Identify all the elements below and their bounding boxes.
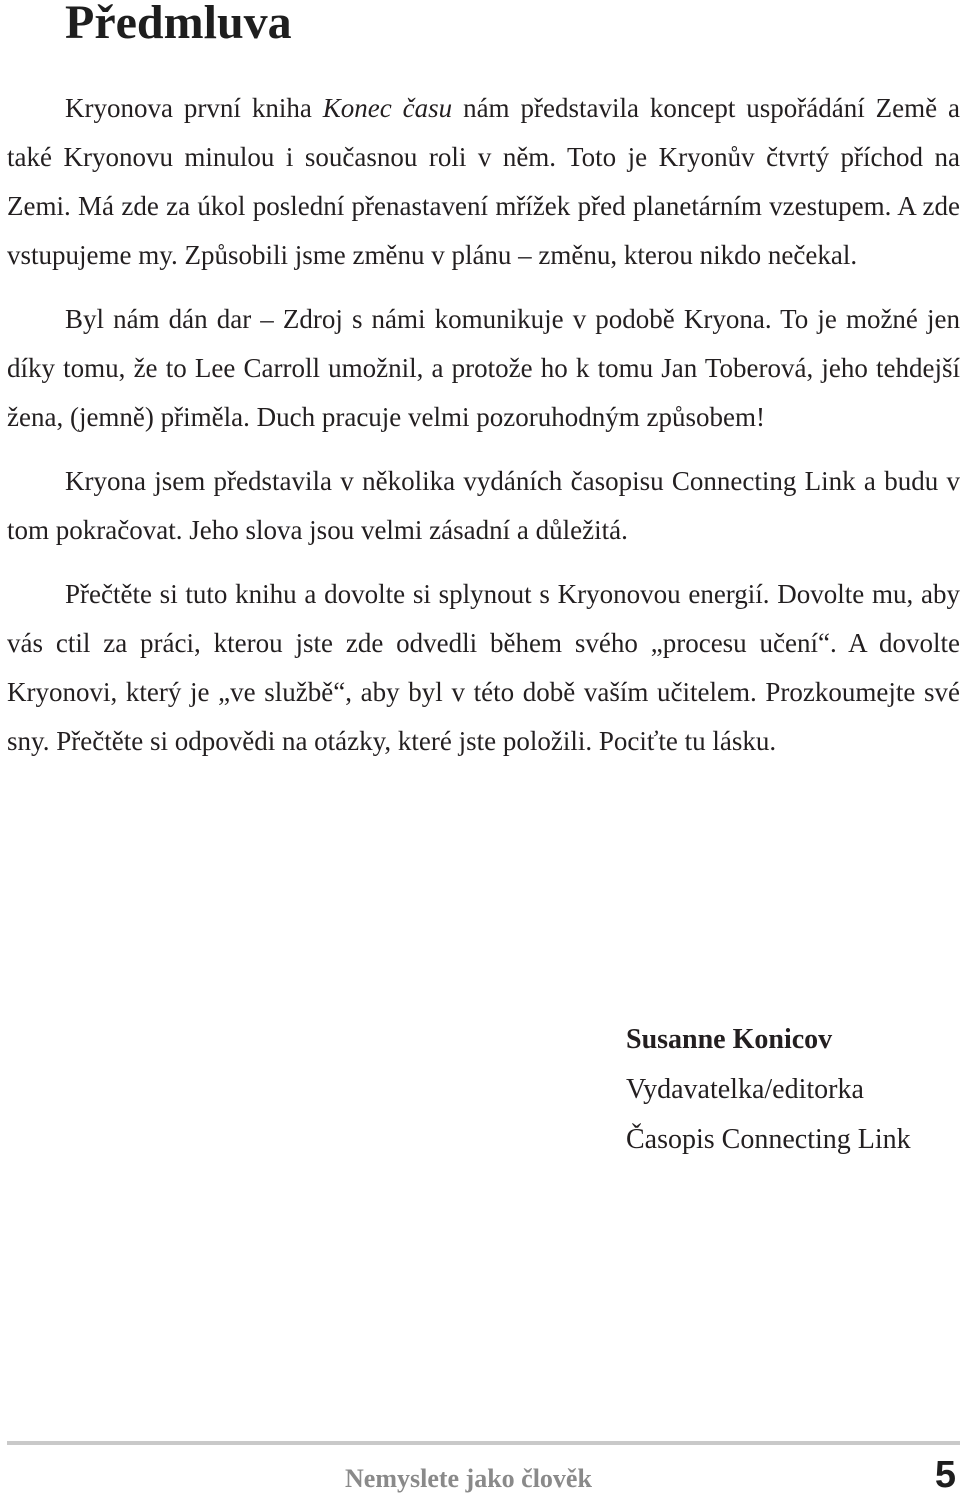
signature-name: Susanne Konicov	[626, 1024, 833, 1055]
paragraph-1-rest: nám představila koncept uspořádání Země a také Kryonovu minulou i současnou roli v něm. Toto je Kryonův čtvrtý příchod na Zemi. Má zde za úkol poslední přenastavení mřížek před planetárním vzestupem. A zde vstupujeme my. Způsobili jsme změnu v plánu – změnu, kterou nikdo nečekal.	[7, 93, 960, 270]
body-text	[7, 84, 960, 781]
page-title: Předmluva	[65, 0, 292, 49]
signature-role: Vydavatelka/editorka	[626, 1074, 864, 1105]
paragraph-4: Přečtěte si tuto knihu a dovolte si splynout s Kryonovou energií. Dovolte mu, aby vás ctil za práci, kterou jste zde odvedli během svého „procesu učení“. A dovolte Kryonovi, který je „ve službě“, aby byl v této době vaším učitelem. Prozkoumejte své sny. Přečtěte si odpovědi na otázky, které jste položili. Pociťte tu lásku.	[7, 579, 960, 756]
paragraph-2: Byl nám dán dar – Zdroj s námi komunikuje v podobě Kryona. To je možné jen díky tomu, že to Lee Carroll umožnil, a protože ho k tomu Jan Toberová, jeho tehdejší žena, (jemně) přiměla. Duch pracuje velmi pozoruhodným způsobem!	[7, 304, 960, 432]
footer-book-title: Nemyslete jako člověk	[345, 1464, 592, 1493]
paragraph-1-start: Kryonova první kniha	[65, 93, 323, 123]
paragraph-1	[7, 84, 960, 280]
signature-publication: Časopis Connecting Link	[626, 1124, 911, 1155]
signature-block	[626, 1015, 911, 1165]
paragraph-3: Kryona jsem představila v několika vydáních časopisu Connecting Link a budu v tom pokračovat. Jeho slova jsou velmi zásadní a důležitá.	[7, 466, 960, 545]
page-number: 5	[934, 1454, 956, 1496]
book-title-italic: Konec času	[322, 93, 453, 123]
footer-divider	[7, 1441, 960, 1445]
